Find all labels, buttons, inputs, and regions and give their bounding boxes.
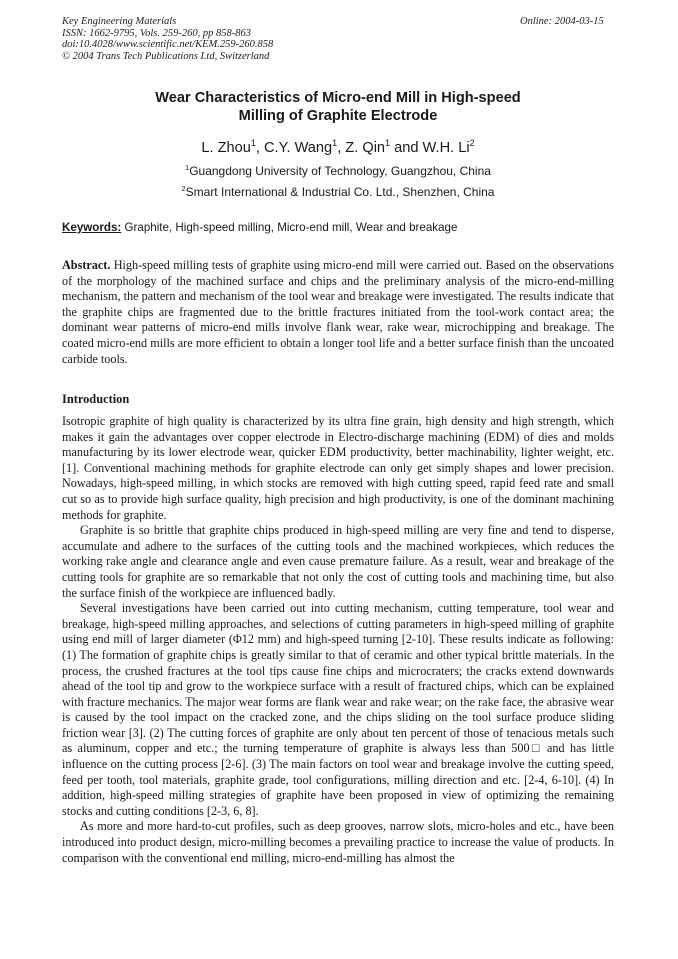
author-3-affil: 1: [385, 138, 391, 149]
title-line-2: Milling of Graphite Electrode: [238, 108, 438, 124]
affiliation-1-mark: 1: [185, 163, 190, 172]
intro-paragraph-3: Several investigations have been carried out into cutting mechanism, cutting temperature, tool wear and breakage, high-speed milling approaches, and selections of cutting parameters in high-speed milling of graphite using end mill of larger diameter (Φ12 mm) and high-speed turning [2-10]. These results indicate as following: (1) The formation of graphite chips is greatly similar to that of ceramic and other typical brittle materials. In the process, the crushed fractures at the tool tips cause fine chips and microcraters; the cracks extend downwards ahead of the tool tip and grow to the workpiece surface with a result of fractured chips, which can be explained with fracture mechanics. The major wear forms are flank wear and rake wear; on the rake face, the abrasive wear is caused by the tool impact on the cracked zone, and the chips sliding on the tool surface produce sliding friction wear [3]. (2) The cutting forces of graphite are only about ten percent of those of tenacious metals such as aluminum, copper and etc.; the turning temperature of graphite is always less than 500□ and has little influence on the cutting process [2-6]. (3) The main factors on tool wear and breakage involve the cutting speed, feed per tooth, tool materials, graphite grade, tool configurations, milling direction and etc. [2-4, 6-10]. (4) In addition, high-speed milling strategies of graphite have been proposed in view of optimizing the remaining stocks and cutting conditions [2-3, 6, 8].: [62, 601, 614, 818]
intro-paragraph-1: Isotropic graphite of high quality is characterized by its ultra fine grain, high density and high strength, which makes it gain the advantages over copper electrode in Electro-discharge machining (EDM) of dies and molds manufacturing by its lower electrode wear, quicker EDM productivity, better machinability, lighter weight, etc. [1]. Conventional machining methods for graphite electrode can only get simply shapes and lower precision. Nowadays, high-speed milling, in which stocks are removed with high cutting speed, rapid feed rate and small cut so as to provide high surface quality, high precision and high productivity, is one of the dominant machining methods for graphite.: [62, 414, 614, 522]
author-1: L. Zhou: [201, 140, 251, 156]
keywords-line: [62, 221, 622, 235]
abstract-text: High-speed milling tests of graphite using micro-end mill were carried out. Based on the observations of the morphology of the machined surface and chips and the preliminary analysis of the micro-end-milling mechanism, the pattern and mechanism of the tool wear and breakage were investigated. The results indicate that the graphite chips are fragmented due to the brittle fractures initiated from the tool-work contact area; the dominant wear patterns of micro-end mills involve flank wear, rake wear, microchipping and breakage. The coated micro-end mills are more efficient to obtain a longer tool life and a better surface finish than the uncoated carbide tools.: [62, 258, 614, 366]
online-date: Online: 2004-03-15: [520, 16, 604, 27]
paper-title: [62, 89, 614, 125]
abstract-paragraph: [62, 258, 614, 367]
intro-paragraph-4: As more and more hard-to-cut profiles, such as deep grooves, narrow slots, micro-holes and etc., have been introduced into product design, micro-milling becomes a prevailing practice to increase the value of products. In comparison with the conventional end milling, micro-end-milling has almost the: [62, 819, 614, 865]
copyright-line: © 2004 Trans Tech Publications Ltd, Switzerland: [62, 50, 270, 62]
journal-info: [62, 16, 273, 62]
affiliation-2: [62, 185, 614, 199]
keywords-text: Graphite, High-speed milling, Micro-end mill, Wear and breakage: [121, 221, 458, 234]
section-heading-introduction: Introduction: [62, 392, 130, 406]
author-2-affil: 1: [332, 138, 338, 149]
author-4: and W.H. Li: [390, 140, 470, 156]
author-list: [62, 139, 614, 157]
issn-line: ISSN: 1662-9795, Vols. 259-260, pp 858-863: [62, 27, 251, 39]
author-4-affil: 2: [469, 138, 475, 149]
affiliation-2-text: Smart International & Industrial Co. Ltd., Shenzhen, China: [185, 185, 495, 199]
affiliation-1: [62, 164, 614, 178]
keywords-label: Keywords:: [62, 221, 122, 234]
doi-line: doi:10.4028/www.scientific.net/KEM.259-260.858: [62, 39, 274, 51]
introduction-body: [62, 414, 614, 866]
intro-paragraph-2: Graphite is so brittle that graphite chips produced in high-speed milling are very fine and tend to disperse, accumulate and adhere to the surfaces of the cutting tools and the machined workpieces, which reduces the working rake angle and clearance angle and even cause premature failure. As a result, wear and breakage of the cutting tools for graphite are so remarkable that not only the cost of cutting tools and machining time, but also the surface finish of the workpiece are influenced badly.: [62, 523, 614, 600]
affiliation-2-mark: 2: [181, 184, 186, 193]
author-2: , C.Y. Wang: [255, 140, 333, 156]
title-line-1: Wear Characteristics of Micro-end Mill in High-speed: [155, 90, 521, 106]
affiliation-1-text: Guangdong University of Technology, Guangzhou, China: [189, 164, 491, 178]
abstract-label: Abstract.: [62, 258, 111, 272]
journal-name: Key Engineering Materials: [62, 16, 177, 27]
author-3: , Z. Qin: [337, 140, 386, 156]
author-1-affil: 1: [250, 138, 256, 149]
